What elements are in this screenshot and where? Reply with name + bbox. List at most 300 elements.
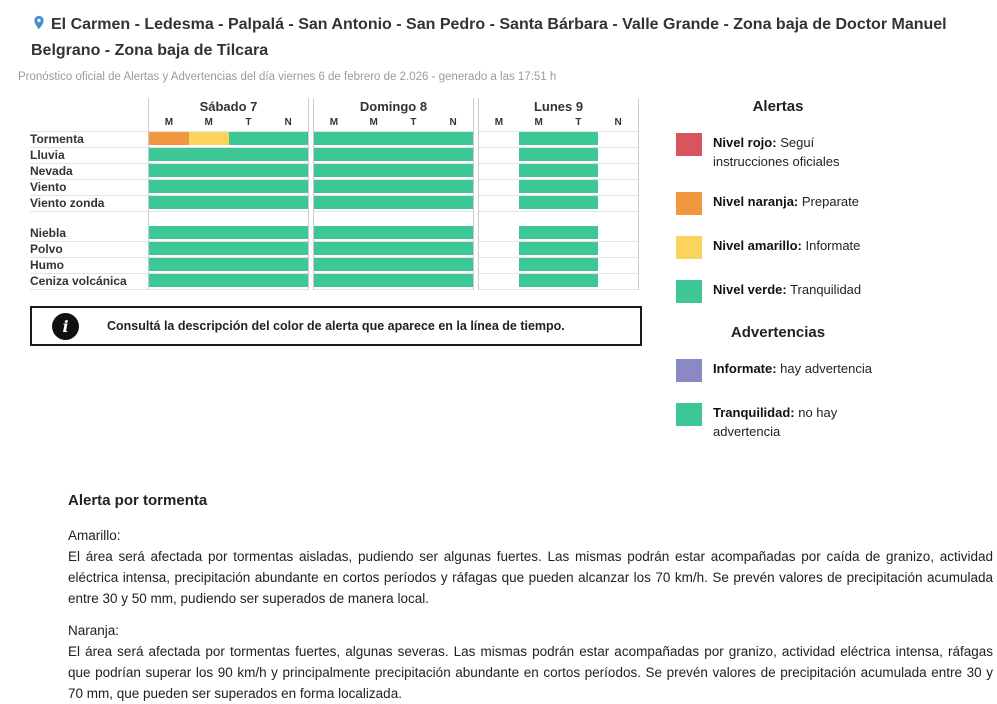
timeline-row-label: Polvo — [30, 242, 148, 258]
day-group — [313, 98, 474, 290]
legend-warnings-title: Advertencias — [730, 324, 826, 341]
timeline-row — [314, 226, 473, 242]
timeline-cell-green[interactable] — [189, 226, 229, 241]
timeline-row-label: Ceniza volcánica — [30, 274, 148, 290]
timeline-row-label: Viento — [30, 180, 148, 196]
timeline-cell-empty — [598, 196, 638, 211]
alert-level-band — [229, 196, 269, 209]
timeline-cell-green[interactable] — [519, 226, 559, 241]
timeline-cell-green[interactable] — [149, 226, 189, 241]
timeline-cell-green[interactable] — [354, 242, 394, 257]
period-label: M — [369, 117, 378, 128]
alert-level-band — [189, 132, 229, 145]
timeline-cell-green[interactable] — [149, 196, 189, 211]
timeline-cell-empty — [479, 132, 519, 147]
forecast-subtitle: Pronóstico oficial de Alertas y Advertencias del día viernes 6 de febrero de 2.026 - generado a las 17:51 h — [18, 71, 557, 83]
timeline-row — [479, 148, 638, 164]
alert-level-band — [519, 132, 559, 145]
timeline-cell-green[interactable] — [354, 148, 394, 163]
alert-level-band — [314, 226, 354, 239]
timeline-cell-green[interactable] — [229, 148, 269, 163]
period-label: T — [575, 117, 582, 128]
period-label: N — [449, 117, 457, 128]
timeline-cell-green[interactable] — [229, 180, 269, 195]
alert-level-band — [354, 196, 394, 209]
period-label: N — [614, 117, 622, 128]
timeline-row-label: Viento zonda — [30, 196, 148, 212]
period-label: M — [329, 117, 339, 128]
timeline-cell-empty — [479, 258, 519, 273]
period-label: M — [164, 117, 174, 128]
legend-item — [676, 403, 888, 441]
timeline-cell-green[interactable] — [268, 164, 308, 179]
legend-item-text: Nivel verde: Tranquilidad — [713, 282, 862, 297]
timeline-panel — [18, 98, 654, 462]
legend-swatch-green — [676, 403, 702, 426]
timeline-cell-green[interactable] — [559, 148, 599, 163]
timeline-cell-green[interactable] — [189, 196, 229, 211]
timeline-cell-orange[interactable] — [149, 132, 189, 147]
alert-level-band — [519, 196, 559, 209]
legend-alerts-list — [676, 133, 888, 303]
timeline-row-label: Nevada — [30, 164, 148, 180]
timeline-cell-empty — [479, 148, 519, 163]
timeline-cell-green[interactable] — [354, 164, 394, 179]
timeline-cell-green[interactable] — [559, 258, 599, 273]
day-group — [148, 98, 309, 290]
info-box — [30, 306, 642, 346]
timeline-cell-green[interactable] — [314, 226, 354, 241]
alert-level-band — [268, 258, 308, 271]
period-label: T — [410, 117, 417, 128]
alert-level-band — [394, 132, 434, 145]
period-label: M — [534, 117, 543, 128]
timeline — [30, 98, 654, 290]
timeline-row — [149, 148, 308, 164]
alert-level-band — [433, 132, 473, 145]
timeline-cell-green[interactable] — [149, 274, 189, 289]
timeline-cell-green[interactable] — [559, 226, 599, 241]
alert-level-band — [559, 132, 599, 145]
timeline-cell-green[interactable] — [314, 274, 354, 289]
legend-item — [676, 192, 888, 215]
timeline-cell-green[interactable] — [519, 274, 559, 289]
alert-level-band — [394, 274, 434, 287]
alert-level-band — [314, 148, 354, 161]
period-label: M — [494, 117, 504, 128]
alert-level-band — [433, 180, 473, 193]
timeline-cell-empty — [479, 242, 519, 257]
timeline-cell-green[interactable] — [433, 180, 473, 195]
info-icon: i — [52, 313, 79, 340]
alert-level-band — [314, 242, 354, 255]
timeline-row — [314, 274, 473, 290]
timeline-cell-green[interactable] — [394, 180, 434, 195]
day-header: Sábado 7 — [199, 99, 258, 114]
timeline-cell-green[interactable] — [519, 180, 559, 195]
timeline-cell-green[interactable] — [268, 132, 308, 147]
timeline-cell-green[interactable] — [394, 148, 434, 163]
timeline-row — [314, 242, 473, 258]
legend-item — [676, 359, 888, 382]
legend-item — [676, 236, 888, 259]
alert-level-band — [314, 180, 354, 193]
timeline-cell-green[interactable] — [268, 148, 308, 163]
paragraph-text: El área será afectada por tormentas aisladas, pudiendo ser algunas fuertes. Las mismas podrán estar acompañadas por caída de granizo, actividad eléctrica intensa, precipitación abundante en cortos períodos y ráfagas que pueden alcanzar los 70 km/h. Se prevén valores de precipitación acumulada entre 30 y 50 mm, pudiendo ser superados de manera local. — [68, 549, 993, 606]
alert-level-band — [354, 148, 394, 161]
alert-paragraph-amarillo — [68, 525, 993, 609]
day-header: Domingo 8 — [359, 99, 428, 114]
section-gap — [479, 212, 638, 226]
timeline-row — [149, 258, 308, 274]
period-label: M — [204, 117, 213, 128]
timeline-row — [149, 164, 308, 180]
alert-level-band — [149, 164, 189, 177]
timeline-row-label: Humo — [30, 258, 148, 274]
timeline-cell-green[interactable] — [519, 196, 559, 211]
alert-level-band — [268, 196, 308, 209]
alert-level-band — [519, 242, 559, 255]
timeline-cell-green[interactable] — [314, 164, 354, 179]
timeline-cell-empty — [598, 148, 638, 163]
alert-level-band — [394, 196, 434, 209]
alert-level-band — [314, 164, 354, 177]
alert-level-band — [354, 226, 394, 239]
legend-swatch-red — [676, 133, 702, 156]
timeline-row-label: Niebla — [30, 226, 148, 242]
timeline-cell-green[interactable] — [559, 164, 599, 179]
timeline-labels-column — [30, 98, 148, 290]
alert-level-band — [394, 180, 434, 193]
timeline-row — [314, 164, 473, 180]
alert-level-band — [229, 226, 269, 239]
alert-level-band — [268, 148, 308, 161]
section-gap — [314, 212, 473, 226]
alert-level-band — [314, 196, 354, 209]
alert-level-band — [559, 226, 599, 239]
timeline-cell-green[interactable] — [229, 164, 269, 179]
alert-level-band — [149, 258, 189, 271]
timeline-cell-green[interactable] — [559, 132, 599, 147]
alert-level-band — [149, 242, 189, 255]
alert-level-band — [268, 132, 308, 145]
timeline-row — [149, 226, 308, 242]
alert-level-band — [519, 148, 559, 161]
timeline-row-label: Tormenta — [30, 132, 148, 148]
alert-level-band — [433, 226, 473, 239]
timeline-cell-green[interactable] — [229, 258, 269, 273]
timeline-row — [149, 196, 308, 212]
legend-warnings-list — [676, 359, 888, 441]
location-pin-icon — [31, 12, 47, 40]
alert-level-band — [149, 226, 189, 239]
timeline-row — [314, 180, 473, 196]
period-label: T — [245, 117, 252, 128]
period-header-row — [314, 116, 473, 132]
section-gap — [30, 212, 148, 226]
alert-level-band — [394, 148, 434, 161]
timeline-cell-green[interactable] — [354, 274, 394, 289]
timeline-cell-green[interactable] — [149, 242, 189, 257]
timeline-cell-green[interactable] — [433, 242, 473, 257]
timeline-cell-green[interactable] — [314, 258, 354, 273]
alert-level-band — [433, 196, 473, 209]
timeline-cell-green[interactable] — [394, 242, 434, 257]
timeline-cell-green[interactable] — [519, 258, 559, 273]
alert-level-band — [519, 180, 559, 193]
page-title — [31, 12, 971, 62]
timeline-cell-green[interactable] — [189, 164, 229, 179]
timeline-cell-green[interactable] — [394, 132, 434, 147]
alert-level-band — [189, 274, 229, 287]
paragraph-label: Naranja: — [68, 623, 120, 638]
timeline-cell-empty — [479, 274, 519, 289]
timeline-cell-green[interactable] — [314, 242, 354, 257]
timeline-cell-green[interactable] — [519, 242, 559, 257]
alert-level-band — [433, 258, 473, 271]
timeline-cell-yellow[interactable] — [189, 132, 229, 147]
alert-level-band — [189, 258, 229, 271]
timeline-row-label: Lluvia — [30, 148, 148, 164]
alert-level-band — [149, 180, 189, 193]
timeline-cell-empty — [479, 180, 519, 195]
timeline-cell-green[interactable] — [394, 226, 434, 241]
alert-level-band — [189, 242, 229, 255]
timeline-row — [479, 196, 638, 212]
timeline-cell-green[interactable] — [268, 242, 308, 257]
timeline-cell-green[interactable] — [314, 148, 354, 163]
timeline-row — [149, 274, 308, 290]
timeline-cell-green[interactable] — [519, 148, 559, 163]
timeline-cell-green[interactable] — [394, 196, 434, 211]
alert-level-band — [268, 226, 308, 239]
alert-level-band — [189, 164, 229, 177]
alert-level-band — [149, 196, 189, 209]
timeline-cell-green[interactable] — [559, 180, 599, 195]
timeline-cell-empty — [598, 132, 638, 147]
timeline-cell-green[interactable] — [268, 226, 308, 241]
alert-level-band — [519, 226, 559, 239]
page-title-text: El Carmen - Ledesma - Palpalá - San Antonio - San Pedro - Santa Bárbara - Valle Grande - Zona baja de Doctor Manuel Belgrano - Zona baja de Tilcara — [31, 16, 947, 59]
timeline-cell-green[interactable] — [268, 196, 308, 211]
timeline-cell-green[interactable] — [229, 226, 269, 241]
timeline-cell-green[interactable] — [189, 148, 229, 163]
alert-level-band — [229, 274, 269, 287]
timeline-cell-green[interactable] — [394, 164, 434, 179]
alert-level-band — [268, 180, 308, 193]
legend-item-text: Nivel rojo: Seguí instrucciones oficiales — [713, 135, 840, 169]
alert-level-band — [189, 180, 229, 193]
alert-level-band — [354, 242, 394, 255]
alert-level-band — [433, 242, 473, 255]
timeline-cell-green[interactable] — [519, 164, 559, 179]
timeline-cell-green[interactable] — [354, 258, 394, 273]
alert-level-band — [268, 242, 308, 255]
timeline-cell-green[interactable] — [189, 274, 229, 289]
alert-level-band — [433, 274, 473, 287]
alert-level-band — [559, 258, 599, 271]
legend-swatch-yellow — [676, 236, 702, 259]
timeline-cell-green[interactable] — [268, 274, 308, 289]
alert-level-band — [229, 164, 269, 177]
timeline-cell-green[interactable] — [394, 258, 434, 273]
alert-level-band — [519, 258, 559, 271]
timeline-cell-green[interactable] — [354, 196, 394, 211]
alert-level-band — [229, 258, 269, 271]
alert-level-band — [394, 164, 434, 177]
timeline-cell-green[interactable] — [314, 132, 354, 147]
timeline-cell-empty — [598, 274, 638, 289]
alert-level-band — [394, 226, 434, 239]
timeline-row — [479, 242, 638, 258]
timeline-cell-empty — [598, 242, 638, 257]
legend-item — [676, 280, 888, 303]
timeline-cell-green[interactable] — [149, 180, 189, 195]
timeline-cell-green[interactable] — [394, 274, 434, 289]
alert-level-band — [354, 180, 394, 193]
legend-alerts-title: Alertas — [752, 98, 804, 115]
timeline-cell-empty — [598, 226, 638, 241]
timeline-cell-green[interactable] — [229, 242, 269, 257]
timeline-row — [479, 274, 638, 290]
alert-level-band — [314, 274, 354, 287]
alert-level-band — [519, 274, 559, 287]
alert-level-band — [559, 148, 599, 161]
timeline-row — [479, 258, 638, 274]
alert-level-band — [559, 164, 599, 177]
alert-level-band — [354, 132, 394, 145]
timeline-cell-green[interactable] — [559, 242, 599, 257]
timeline-cell-green[interactable] — [433, 132, 473, 147]
alert-level-band — [559, 196, 599, 209]
alert-level-band — [433, 164, 473, 177]
info-box-text: Consultá la descripción del color de alerta que aparece en la línea de tiempo. — [107, 319, 565, 333]
day-header: Lunes 9 — [533, 99, 584, 114]
alert-level-band — [519, 164, 559, 177]
day-group — [478, 98, 639, 290]
alert-level-band — [229, 180, 269, 193]
timeline-cell-green[interactable] — [433, 258, 473, 273]
alert-level-band — [149, 132, 189, 145]
timeline-cell-green[interactable] — [268, 180, 308, 195]
timeline-row — [314, 132, 473, 148]
timeline-row — [149, 242, 308, 258]
legend-item — [676, 133, 888, 171]
alert-level-band — [189, 226, 229, 239]
legend-panel — [676, 98, 888, 462]
timeline-cell-green[interactable] — [268, 258, 308, 273]
timeline-cell-green[interactable] — [433, 148, 473, 163]
paragraph-label: Amarillo: — [68, 528, 121, 543]
timeline-cell-green[interactable] — [229, 132, 269, 147]
timeline-row — [314, 196, 473, 212]
alert-level-band — [189, 148, 229, 161]
paragraph-text: El área será afectada por tormentas fuertes, algunas severas. Las mismas podrán estar acompañadas por granizo, actividad eléctrica intensa, ráfagas que podrían superar los 90 km/h y principalmente precipitación abundante en cortos períodos. Se prevén valores de precipitación acumulada entre 30 y 70 mm, que pueden ser superados en forma localizada. — [68, 644, 993, 701]
timeline-row — [479, 132, 638, 148]
timeline-cell-green[interactable] — [519, 132, 559, 147]
timeline-cell-empty — [598, 180, 638, 195]
timeline-cell-green[interactable] — [433, 196, 473, 211]
timeline-cell-empty — [479, 164, 519, 179]
timeline-row — [479, 226, 638, 242]
alert-level-band — [314, 132, 354, 145]
timeline-row — [479, 164, 638, 180]
alert-level-band — [229, 132, 269, 145]
timeline-cell-green[interactable] — [354, 226, 394, 241]
legend-item-text: Nivel naranja: Preparate — [713, 194, 859, 209]
period-header-row — [479, 116, 638, 132]
timeline-cell-green[interactable] — [149, 148, 189, 163]
timeline-cell-green[interactable] — [559, 274, 599, 289]
timeline-cell-green[interactable] — [149, 258, 189, 273]
timeline-cell-green[interactable] — [149, 164, 189, 179]
timeline-row — [479, 180, 638, 196]
timeline-cell-green[interactable] — [354, 132, 394, 147]
timeline-cell-empty — [598, 258, 638, 273]
alert-level-band — [433, 148, 473, 161]
alert-level-band — [149, 148, 189, 161]
timeline-cell-green[interactable] — [229, 274, 269, 289]
alert-level-band — [314, 258, 354, 271]
timeline-row — [314, 148, 473, 164]
legend-item-text: Informate: hay advertencia — [713, 361, 872, 376]
alert-paragraph-naranja — [68, 620, 993, 704]
alert-level-band — [229, 148, 269, 161]
alert-level-band — [229, 242, 269, 255]
timeline-cell-green[interactable] — [229, 196, 269, 211]
alert-level-band — [394, 242, 434, 255]
legend-swatch-purple — [676, 359, 702, 382]
timeline-cell-green[interactable] — [189, 258, 229, 273]
timeline-cell-empty — [479, 196, 519, 211]
timeline-cell-green[interactable] — [433, 164, 473, 179]
section-gap — [149, 212, 308, 226]
alert-level-band — [394, 258, 434, 271]
timeline-cell-green[interactable] — [433, 226, 473, 241]
timeline-row — [149, 180, 308, 196]
alert-level-band — [559, 242, 599, 255]
timeline-row — [149, 132, 308, 148]
alert-details-section — [68, 492, 993, 704]
alert-details-heading: Alerta por tormenta — [68, 492, 208, 509]
timeline-cell-empty — [598, 164, 638, 179]
legend-swatch-green — [676, 280, 702, 303]
timeline-row — [314, 258, 473, 274]
alert-level-band — [149, 274, 189, 287]
timeline-cell-green[interactable] — [189, 180, 229, 195]
alert-level-band — [268, 164, 308, 177]
alert-level-band — [559, 180, 599, 193]
legend-swatch-orange — [676, 192, 702, 215]
period-header-row — [149, 116, 308, 132]
alert-level-band — [559, 274, 599, 287]
alert-level-band — [354, 274, 394, 287]
timeline-cell-green[interactable] — [314, 196, 354, 211]
alert-level-band — [268, 274, 308, 287]
timeline-cell-green[interactable] — [433, 274, 473, 289]
timeline-cell-green[interactable] — [559, 196, 599, 211]
timeline-cell-green[interactable] — [314, 180, 354, 195]
timeline-header-spacer — [30, 98, 148, 132]
alert-level-band — [189, 196, 229, 209]
legend-item-text: Tranquilidad: no hay advertencia — [713, 405, 838, 439]
content-row — [18, 98, 997, 462]
legend-item-text: Nivel amarillo: Informate — [713, 238, 861, 253]
timeline-cell-empty — [479, 226, 519, 241]
alert-level-band — [354, 258, 394, 271]
timeline-cell-green[interactable] — [354, 180, 394, 195]
timeline-cell-green[interactable] — [189, 242, 229, 257]
